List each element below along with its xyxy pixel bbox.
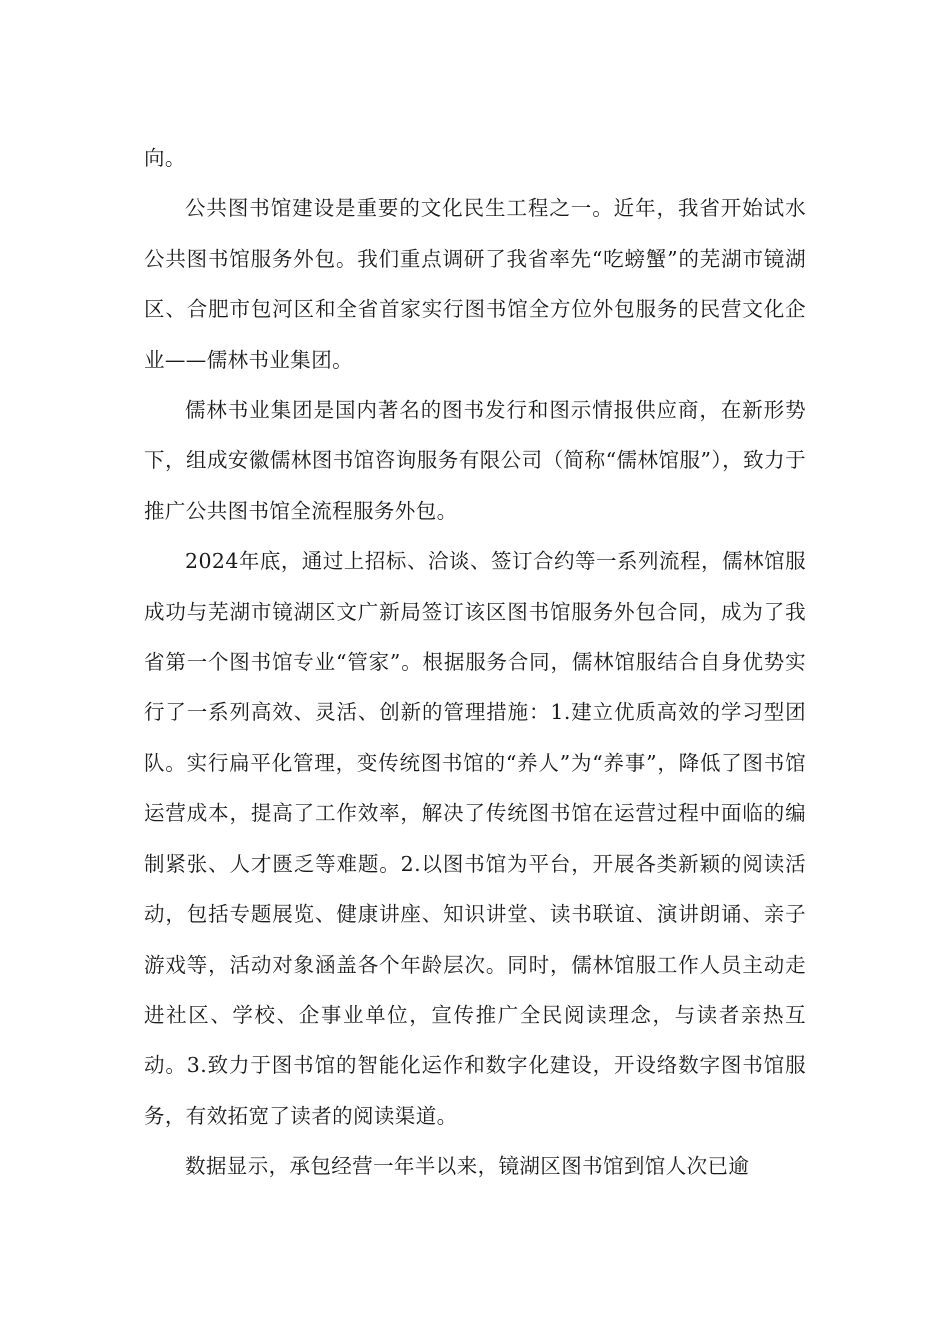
paragraph-rulin-group: 儒林书业集团是国内著名的图书发行和图示情报供应商，在新形势下，组成安徽儒林图书馆咨询服务有限公司（简称“儒林馆服”），致力于推广公共图书馆全流程服务外包。 <box>144 398 806 523</box>
body-text <box>144 133 806 1192</box>
paragraph-library-outsourcing: 公共图书馆建设是重要的文化民生工程之一。近年，我省开始试水公共图书馆服务外包。我们重点调研了我省率先“吃螃蟹”的芜湖市镜湖区、合肥市包河区和全省首家实行图书馆全方位外包服务的民营文化企业——儒林书业集团。 <box>144 196 806 372</box>
paragraph-continuation: 向。 <box>144 146 186 170</box>
paragraph-data-results: 数据显示，承包经营一年半以来，镜湖区图书馆到馆人次已逾 <box>185 1154 750 1179</box>
paragraph-contract-measures: 2024年底，通过上招标、洽谈、签订合约等一系列流程，儒林馆服成功与芜湖市镜湖区文广新局签订该区图书馆服务外包合同，成为了我省第一个图书馆专业“管家”。根据服务合同，儒林馆服结合自身优势实行了一系列高效、灵活、创新的管理措施：1.建立优质高效的学习型团队。实行扁平化管理，变传统图书馆的“养人”为“养事”，降低了图书馆运营成本，提高了工作效率，解决了传统图书馆在运营过程中面临的编制紧张、人才匮乏等难题。2.以图书馆为平台，开展各类新颖的阅读活动，包括专题展览、健康讲座、知识讲堂、读书联谊、演讲朗诵、亲子游戏等，活动对象涵盖各个年龄层次。同时，儒林馆服工作人员主动走进社区、学校、企事业单位，宣传推广全民阅读理念，与读者亲热互动。3.致力于图书馆的智能化运作和数字化建设，开设络数字图书馆服务，有效拓宽了读者的阅读渠道。 <box>144 549 806 1128</box>
